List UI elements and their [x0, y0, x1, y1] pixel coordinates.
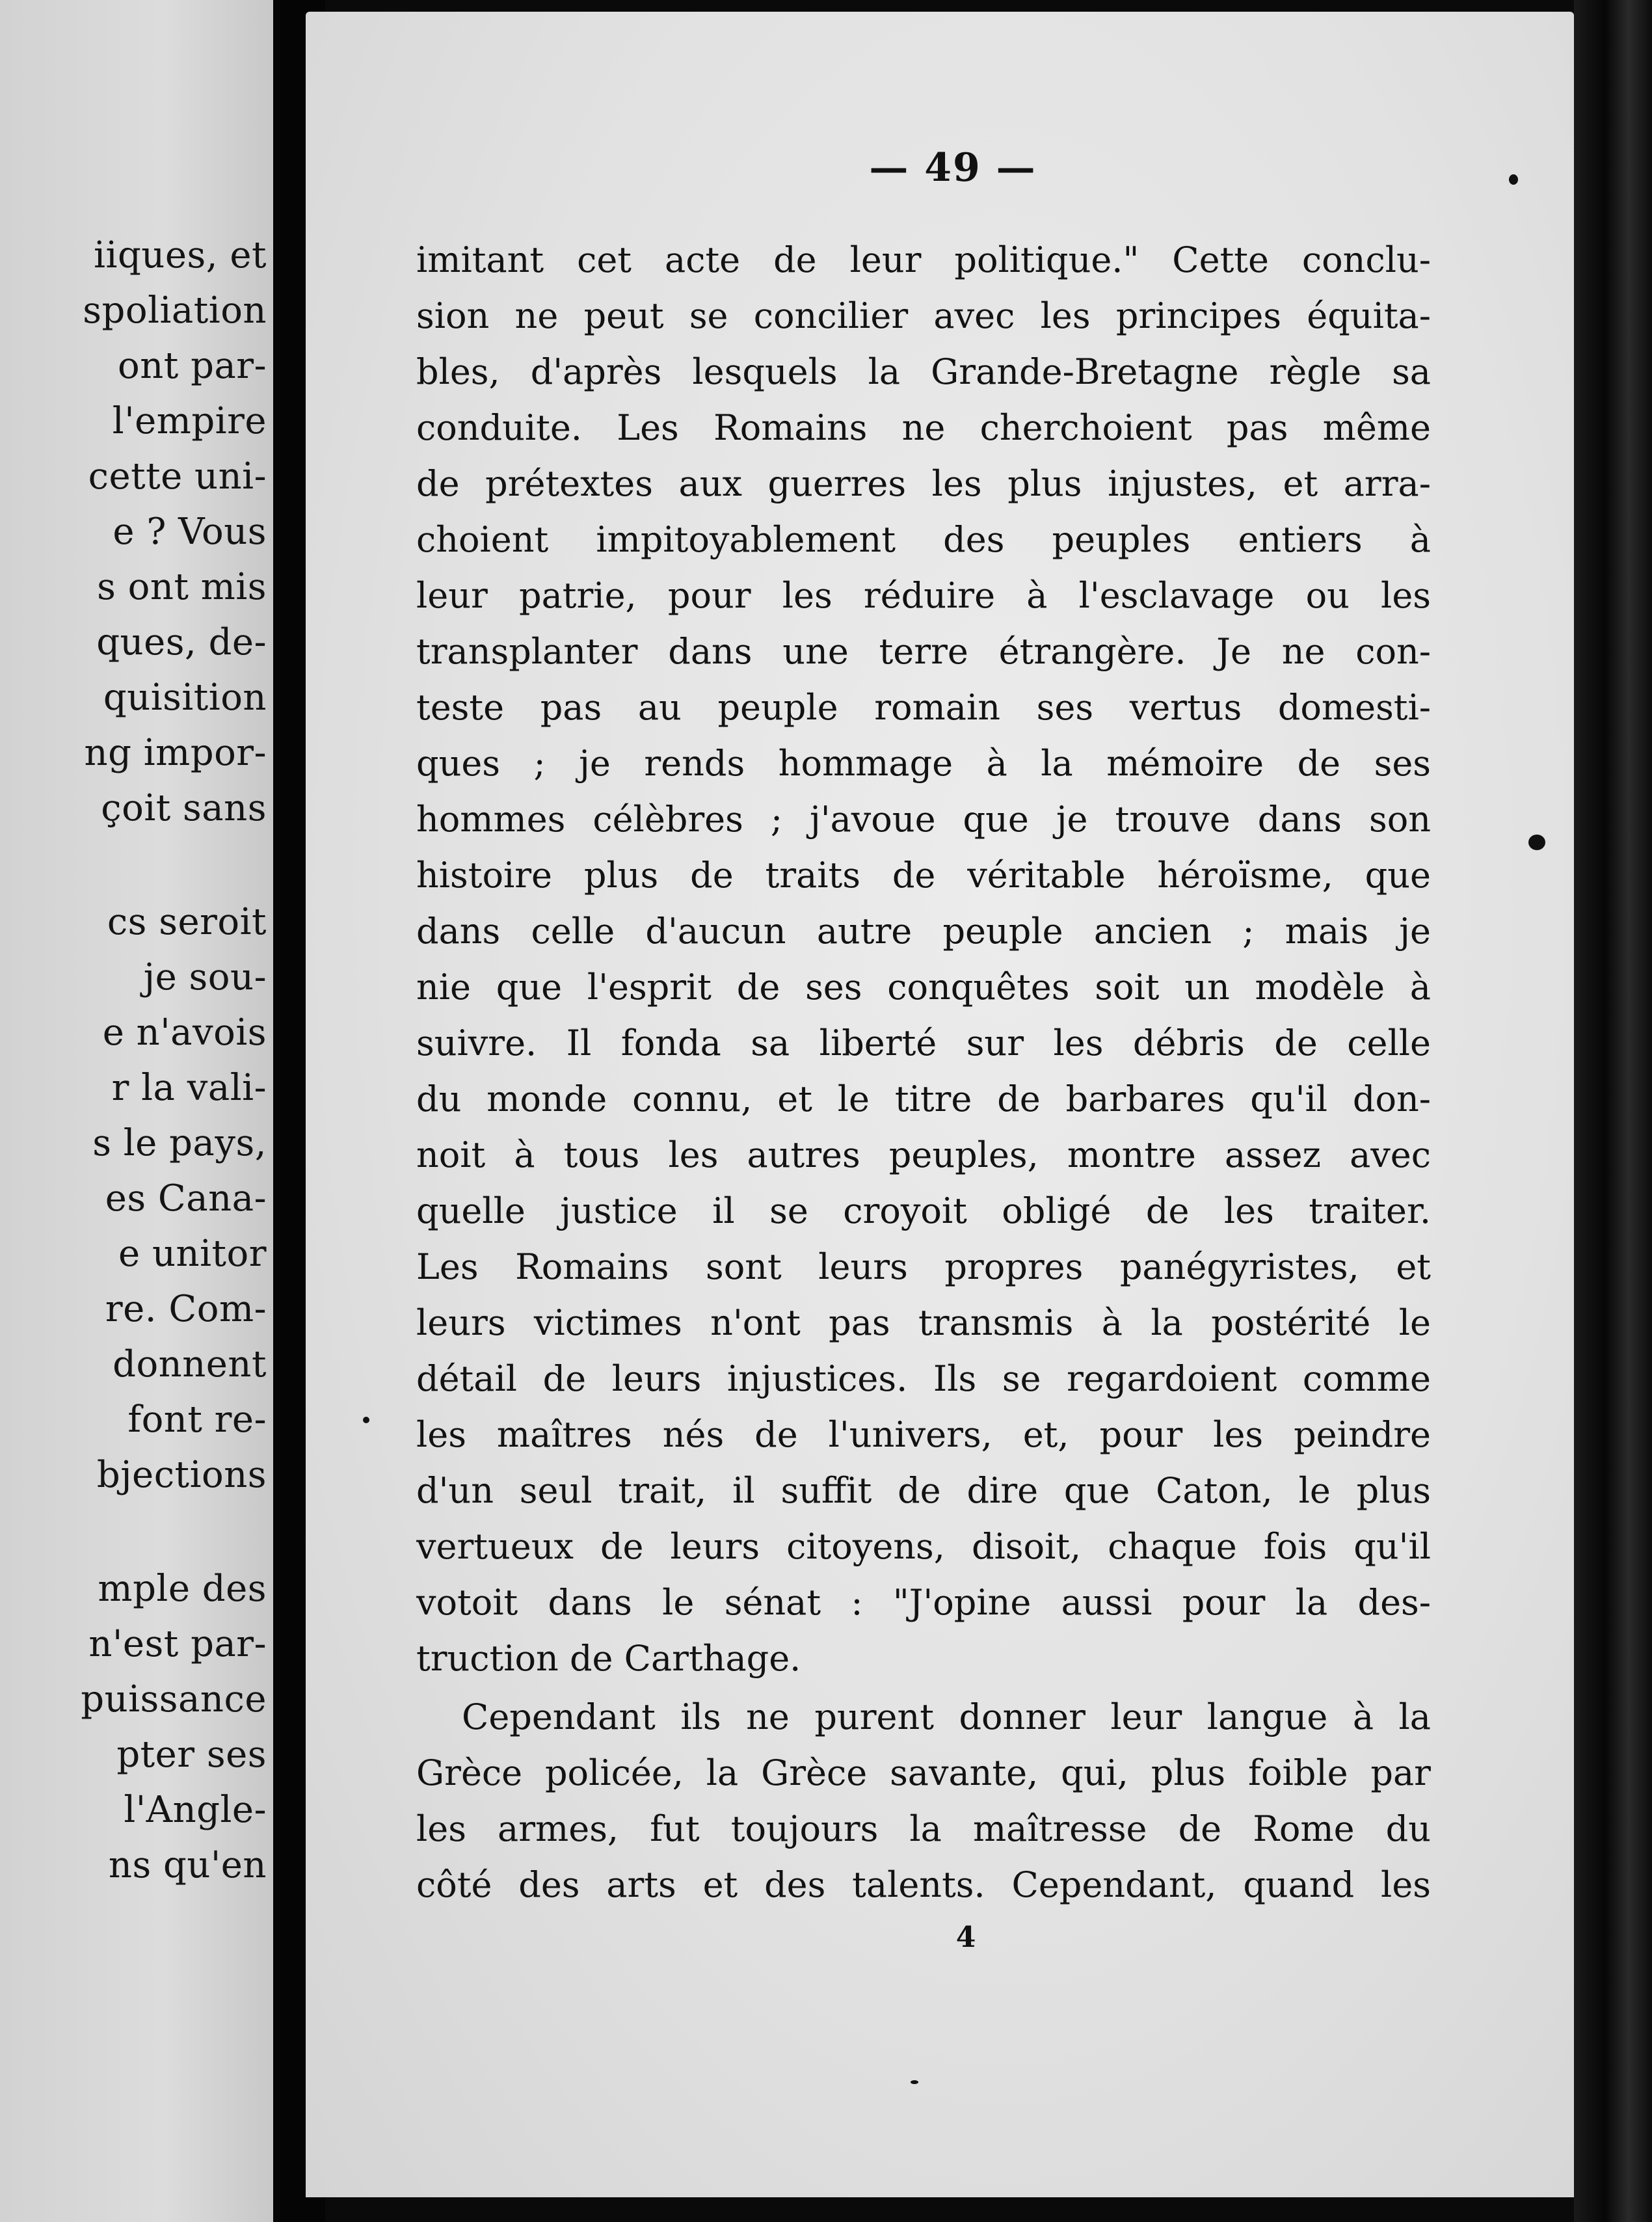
text-line: ques ; je rends hommage à la mémoire de ses: [416, 743, 1431, 784]
text-line: vertueux de leurs citoyens, disoit, chaque fois qu'il: [416, 1526, 1431, 1567]
facing-line: s ont mis: [97, 566, 267, 608]
facing-line: je sou-: [143, 956, 267, 998]
text-line: quelle justice il se croyoit obligé de les traiter.: [416, 1190, 1431, 1231]
ink-speck: [1509, 174, 1518, 185]
text-line: votoit dans le sénat : "J'opine aussi pour la des-: [416, 1582, 1431, 1623]
text-line: leurs victimes n'ont pas transmis à la postérité le: [416, 1302, 1431, 1343]
text-line: sion ne peut se concilier avec les principes équita-: [416, 295, 1431, 336]
facing-line: r la vali-: [111, 1067, 267, 1109]
facing-line: l'Angle-: [124, 1789, 267, 1831]
text-line: les armes, fut toujours la maîtresse de Rome du: [416, 1808, 1431, 1849]
text-line: bles, d'après lesquels la Grande-Bretagne règle sa: [416, 351, 1431, 392]
text-line: Les Romains sont leurs propres panégyristes, et: [416, 1246, 1431, 1287]
facing-page: [0, 0, 273, 2222]
facing-line: bjections: [96, 1454, 267, 1496]
text-line: dans celle d'aucun autre peuple ancien ; mais je: [416, 911, 1431, 952]
facing-line: ques, de-: [96, 621, 267, 663]
text-line: teste pas au peuple romain ses vertus domesti-: [416, 687, 1431, 728]
text-line: d'un seul trait, il suffit de dire que Caton, le plus: [416, 1470, 1431, 1511]
text-line: de prétextes aux guerres les plus injustes, et arra-: [416, 463, 1431, 504]
text-line: du monde connu, et le titre de barbares qu'il don-: [416, 1078, 1431, 1119]
page-number: — 49 —: [869, 145, 1037, 191]
facing-line: re. Com-: [105, 1288, 267, 1330]
facing-line: n'est par-: [88, 1623, 267, 1665]
facing-line: cette uni-: [88, 455, 267, 498]
facing-line: iiques, et: [94, 234, 267, 276]
facing-line: puissance: [81, 1678, 267, 1720]
facing-line: donnent: [113, 1343, 267, 1385]
text-line: détail de leurs injustices. Ils se regardoient comme: [416, 1358, 1431, 1399]
facing-line: e ? Vous: [113, 511, 267, 553]
text-line: leur patrie, pour les réduire à l'esclavage ou les: [416, 575, 1431, 616]
ink-speck: [911, 2080, 918, 2084]
facing-line: ns qu'en: [108, 1844, 267, 1886]
page-edge-shadow: [1574, 0, 1652, 2222]
facing-line: pter ses: [116, 1733, 267, 1776]
facing-line: l'empire: [112, 400, 267, 442]
text-line: imitant cet acte de leur politique." Cette conclu-: [416, 239, 1431, 280]
text-line: conduite. Les Romains ne cherchoient pas même: [416, 407, 1431, 448]
text-line: suivre. Il fonda sa liberté sur les débris de celle: [416, 1023, 1431, 1064]
facing-line: ng impor-: [84, 732, 267, 774]
facing-line: e unitor: [118, 1233, 267, 1275]
facing-line: font re-: [127, 1399, 267, 1441]
facing-line: spoliation: [83, 289, 267, 332]
text-line: hommes célèbres ; j'avoue que je trouve dans son: [416, 799, 1431, 840]
facing-line: quisition: [103, 676, 267, 719]
text-line: côté des arts et des talents. Cependant, quand les: [416, 1864, 1431, 1905]
ink-speck: [363, 1417, 369, 1423]
facing-line: ont par-: [117, 345, 267, 387]
facing-line: es Cana-: [105, 1177, 267, 1220]
page-body: [416, 233, 1431, 1989]
book-page: [306, 12, 1574, 2197]
text-line: les maîtres nés de l'univers, et, pour les peindre: [416, 1414, 1431, 1455]
text-line: Grèce policée, la Grèce savante, qui, plus foible par: [416, 1752, 1431, 1793]
text-line: truction de Carthage.: [416, 1638, 801, 1679]
ink-speck: [1528, 835, 1545, 850]
signature-mark: 4: [955, 1921, 976, 1954]
text-line: noit à tous les autres peuples, montre assez avec: [416, 1134, 1431, 1175]
facing-line: s le pays,: [92, 1122, 267, 1164]
text-line: choient impitoyablement des peuples entiers à: [416, 519, 1431, 560]
text-line: nie que l'esprit de ses conquêtes soit un modèle à: [416, 967, 1431, 1008]
text-line: Cependant ils ne purent donner leur langue à la: [462, 1696, 1431, 1737]
text-line: transplanter dans une terre étrangère. Je ne con-: [416, 631, 1431, 672]
facing-line: cs seroit: [107, 901, 267, 943]
facing-line: e n'avois: [102, 1011, 267, 1054]
facing-line: çoit sans: [101, 787, 267, 829]
text-line: histoire plus de traits de véritable héroïsme, que: [416, 855, 1431, 896]
facing-line: mple des: [98, 1568, 267, 1610]
